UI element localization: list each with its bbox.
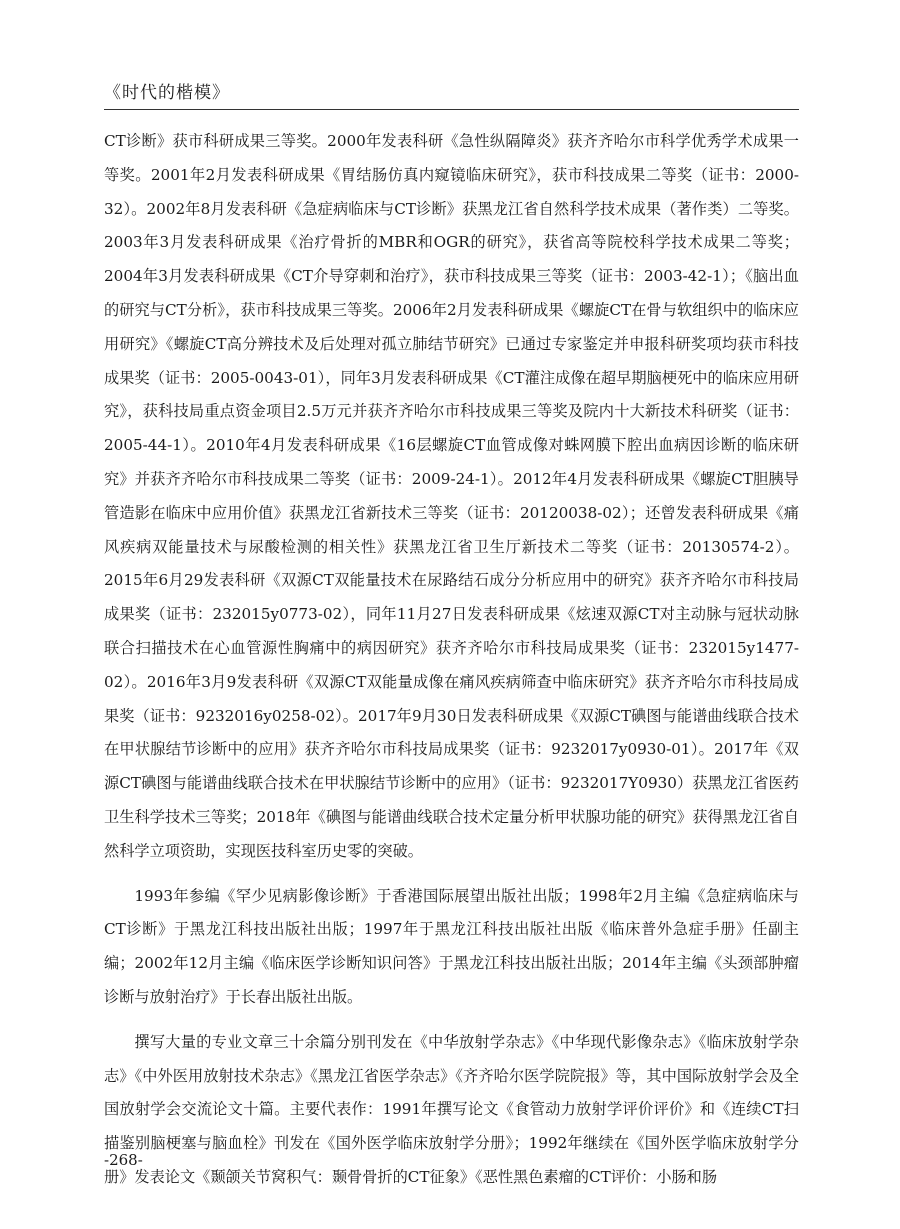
paragraph-publications: 1993年参编《罕少见病影像诊断》于香港国际展望出版社出版；1998年2月主编《急症病临床与CT诊断》于黑龙江科技出版社出版；1997年于黑龙江科技出版社出版《临床普外急症手册》任副主编；2002年12月主编《临床医学诊断知识问答》于黑龙江科技出版社出版；2014年主编《头颈部肿瘤诊断与放射治疗》于长春出版社出版。 (104, 886, 799, 1006)
page-number: -268- (104, 1151, 143, 1169)
body-text (104, 125, 799, 1206)
header-rule (104, 109, 799, 110)
paragraph-articles: 撰写大量的专业文章三十余篇分别刊发在《中华放射学杂志》《中华现代影像杂志》《临床放射学杂志》《中外医用放射技术杂志》《黑龙江省医学杂志》《齐齐哈尔医学院院报》等，其中国际放射学会及全国放射学会交流论文十篇。主要代表作：1991年撰写论文《食管动力放射学评价评价》和《连续CT扫描鉴别脑梗塞与脑血栓》刊发在《国外医学临床放射学分册》；1992年继续在《国外医学临床放射学分册》发表论文《颞颌关节窝积气：颞骨骨折的CT征象》《恶性黑色素瘤的CT评价：小肠和肠 (104, 1032, 799, 1186)
running-header-title: 《时代的楷模》 (104, 83, 230, 103)
paragraph-research-awards: CT诊断》获市科研成果三等奖。2000年发表科研《急性纵隔障炎》获齐齐哈尔市科学优秀学术成果一等奖。2001年2月发表科研成果《胃结肠仿真内窥镜临床研究》，获市科技成果二等奖（证书：2000-32）。2002年8月发表科研《急症病临床与CT诊断》获黑龙江省自然科学技术成果（著作类）二等奖。2003年3月发表科研成果《治疗骨折的MBR和OGR的研究》，获省高等院校科学技术成果二等奖；2004年3月发表科研成果《CT介导穿刺和治疗》，获市科技成果三等奖（证书：2003-42-1）；《脑出血的研究与CT分析》，获市科技成果三等奖。2006年2月发表科研成果《螺旋CT在骨与软组织中的临床应用研究》《螺旋CT高分辨技术及后处理对孤立肺结节研究》已通过专家鉴定并申报科研奖项均获市科技成果奖（证书：2005-0043-01），同年3月发表科研成果《CT灌注成像在超早期脑梗死中的临床应用研究》，获科技局重点资金项目2.5万元并获齐齐哈尔市科技成果三等奖及院内十大新技术科研奖（证书：2005-44-1）。2010年4月发表科研成果《16层螺旋CT血管成像对蛛网膜下腔出血病因诊断的临床研究》并获齐齐哈尔市科技成果二等奖（证书：2009-24-1）。2012年4月发表科研成果《螺旋CT胆胰导管造影在临床中应用价值》获黑龙江省新技术三等奖（证书：20120038-02）；还曾发表科研成果《痛风疾病双能量技术与尿酸检测的相关性》获黑龙江省卫生厅新技术二等奖（证书：20130574-2）。2015年6月29发表科研《双源CT双能量技术在尿路结石成分分析应用中的研究》获齐齐哈尔市科技局成果奖（证书：232015y0773-02），同年11月27日发表科研成果《炫速双源CT对主动脉与冠状动脉联合扫描技术在心血管源性胸痛中的病因研究》获齐齐哈尔市科技局成果奖（证书：232015y1477-02）。2016年3月9发表科研《双源CT双能量成像在痛风疾病筛查中临床研究》获齐齐哈尔市科技局成果奖（证书：9232016y0258-02）。2017年9月30日发表科研成果《双源CT碘图与能谱曲线联合技术在甲状腺结节诊断中的应用》获齐齐哈尔市科技局成果奖（证书：9232017y0930-01）。2017年《双源CT碘图与能谱曲线联合技术在甲状腺结节诊断中的应用》（证书：9232017Y0930）获黑龙江省医药卫生科学技术三等奖；2018年《碘图与能谱曲线联合技术定量分析甲状腺功能的研究》获得黑龙江省自然科学立项资助，实现医技科室历史零的突破。 (104, 132, 799, 860)
